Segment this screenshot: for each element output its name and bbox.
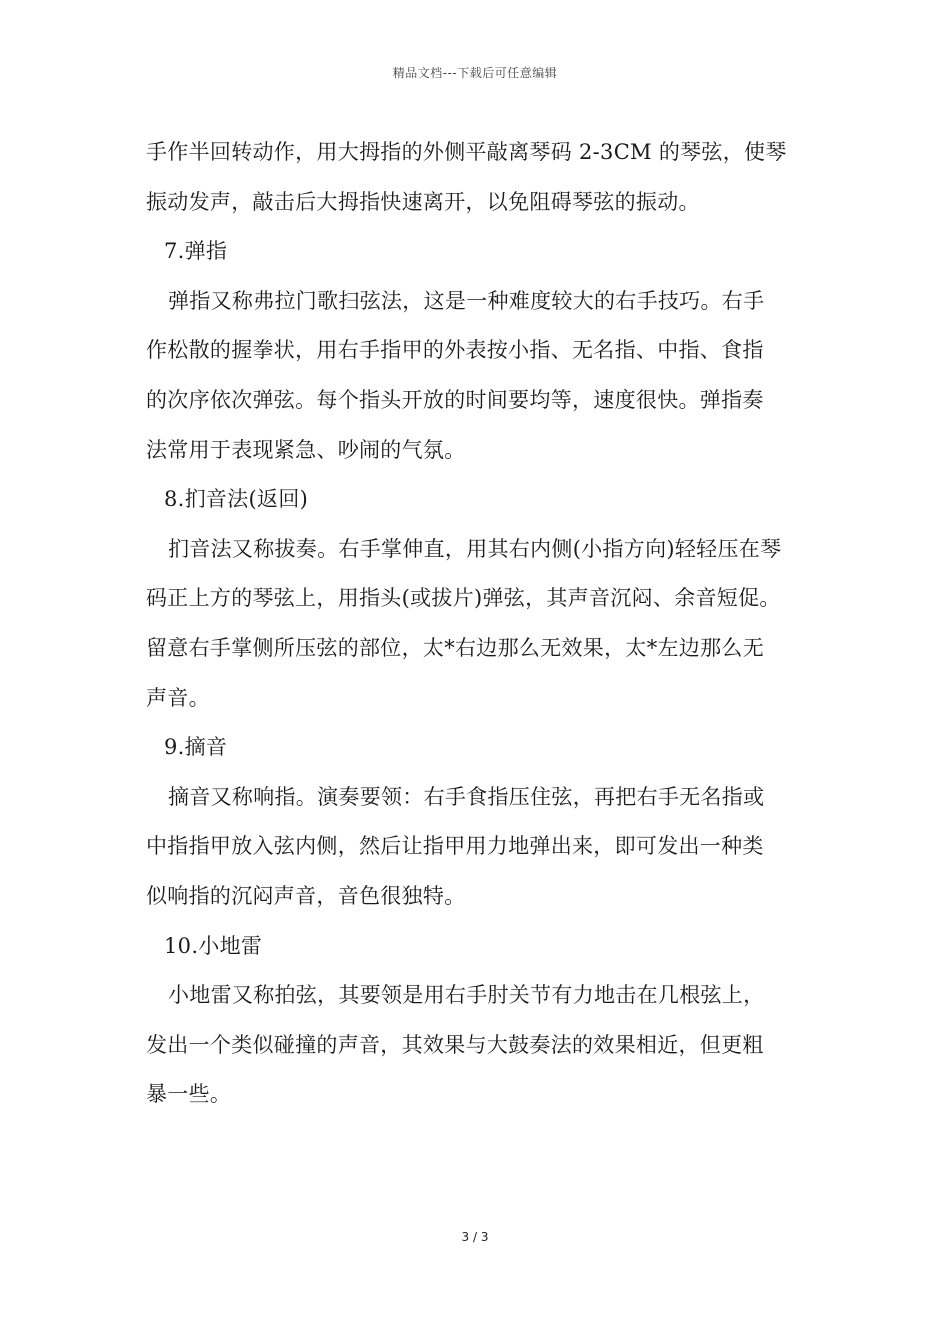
body-line: 码正上方的琴弦上，用指头(或拔片)弹弦，其声音沉闷、余音短促。 [146,586,781,611]
body-line: 振动发声，敲击后大拇指快速离开，以免阻碍琴弦的振动。 [146,189,700,214]
paragraph-first-line: 扪音法又称拔奏。右手掌伸直，用其右内侧(小指方向)轻轻压在琴 [168,536,782,561]
paragraph-first-line: 弹指又称弗拉门歌扫弦法，这是一种难度较大的右手技巧。右手 [168,288,765,313]
body-line: 似响指的沉闷声音，音色很独特。 [146,883,466,908]
body-line: 声音。 [146,685,210,710]
section-heading: 8.扪音法(返回) [164,487,309,512]
body-line: 法常用于表现紧急、吵闹的气氛。 [146,437,466,462]
section-heading: 10.小地雷 [164,933,263,958]
page-number: 3 / 3 [461,1230,489,1244]
body-line: 作松散的握拳状，用右手指甲的外表按小指、无名指、中指、食指 [146,338,764,363]
body-line: 手作半回转动作，用大拇指的外侧平敲离琴码 2-3CM 的琴弦，使琴 [146,140,787,164]
section-heading: 7.弹指 [164,239,228,264]
page-header: 精品文档---下载后可任意编辑 [392,66,558,80]
body-line: 留意右手掌侧所压弦的部位，太*右边那么无效果，太*左边那么无 [146,635,764,660]
body-line: 发出一个类似碰撞的声音，其效果与大鼓奏法的效果相近，但更粗 [146,1032,764,1057]
document-body [146,128,810,1120]
body-line: 暴一些。 [146,1082,232,1107]
paragraph-first-line: 小地雷又称拍弦，其要领是用右手肘关节有力地击在几根弦上， [168,983,765,1008]
body-line: 的次序依次弹弦。每个指头开放的时间要均等，速度很快。弹指奏 [146,387,764,412]
section-heading: 9.摘音 [164,735,228,760]
body-line: 中指指甲放入弦内侧，然后让指甲用力地弹出来，即可发出一种类 [146,834,764,859]
paragraph-first-line: 摘音又称响指。演奏要领：右手食指压住弦，再把右手无名指或 [168,784,765,809]
